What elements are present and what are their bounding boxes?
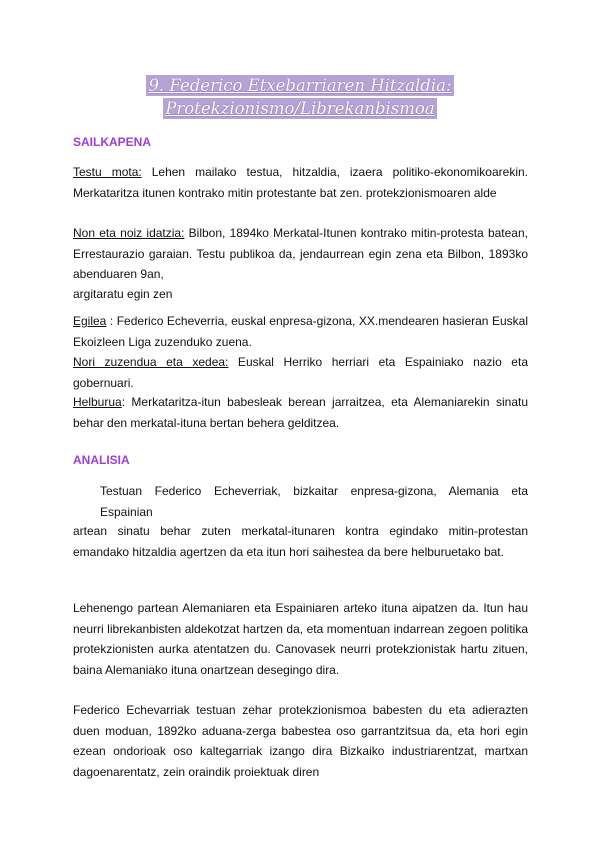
label-non-noiz: Non eta noiz idatzia: [73, 226, 185, 240]
label-testu-mota: Testu mota: [73, 165, 142, 179]
paragraph-non-noiz [73, 223, 528, 285]
text-non-noiz-continued: argitaratu egin zen [73, 287, 173, 301]
document-title [0, 74, 600, 120]
label-nori: Nori zuzendua eta xedea: [73, 355, 229, 369]
text-nori: Euskal Herriko herriari eta Espainiako nazio eta gobernuari. [73, 355, 528, 390]
paragraph-helburua [73, 392, 528, 433]
title-line-2: Protekzionismo/Librekanbismoa [165, 99, 435, 118]
label-helburua: Helburua [73, 395, 122, 409]
paragraph-nori [73, 352, 528, 393]
section-heading-analisia: ANALISIA [73, 453, 130, 467]
title-line-1: 9. Federico Etxebarriaren Hitzaldia: [148, 76, 452, 95]
text-egilea: : Federico Echeverria, euskal enpresa-gizona, XX.mendearen hasieran Euskal Ekoizleen Liga zuzenduko zuena. [73, 314, 528, 349]
text-non-noiz: Bilbon, 1894ko Merkatal-Itunen kontrako mitin-protesta batean, Errestaurazio garaian. Testu publikoa da, jendaurrean egin zena eta Bilbon, 1893ko abenduaren 9an, [73, 226, 528, 281]
analisia-paragraph-2: Lehenengo partean Alemaniaren eta Espainiaren arteko ituna aipatzen da. Itun hau neurri librekanbisten aldekotzat hartzen da, eta momentuan indarrean zegoen politika protekzionisten aurka atentatzen du. Canovasek neurri protekzionistak hartu zituen, baina Alemaniako ituna onartzean desegingo dira. [73, 601, 528, 677]
analisia-paragraph-3: Federico Echevarriak testuan zehar protekzionismoa babesten du eta adierazten duen moduan, 1892ko aduana-zerga babestea oso garrantzitsua da, eta hori egin ezean ondorioak oso kaltegarriak izango dira Bizkaiko industriarentzat, martxan dagoenarentatz, zein oraindik proiektuak diren [73, 703, 528, 779]
analisia-intro-first-line: Testuan Federico Echeverriak, bizkaitar enpresa-gizona, Alemania eta Espainian [100, 484, 528, 519]
text-testu-mota: Lehen mailako testua, hitzaldia, izaera politiko-ekonomikoarekin. Merkataritza itunen kontrako mitin protestante bat zen. protekzionismoaren alde [73, 165, 528, 200]
analisia-intro-paragraph: artean sinatu behar zuten merkatal-itunaren kontra egindako mitin-protestan emandako hitzaldia agertzen da eta itun hori saihestea da bere helburuetako bat. [73, 524, 528, 559]
label-egilea: Egilea [73, 314, 107, 328]
text-helburua: : Merkataritza-itun babesleak berean jarraitzea, eta Alemaniarekin sinatu behar den merkatal-ituna bertan behera gelditzea. [73, 395, 528, 430]
section-heading-sailkapena: SAILKAPENA [73, 135, 152, 149]
paragraph-testu-mota [73, 162, 528, 203]
paragraph-egilea [73, 311, 528, 352]
